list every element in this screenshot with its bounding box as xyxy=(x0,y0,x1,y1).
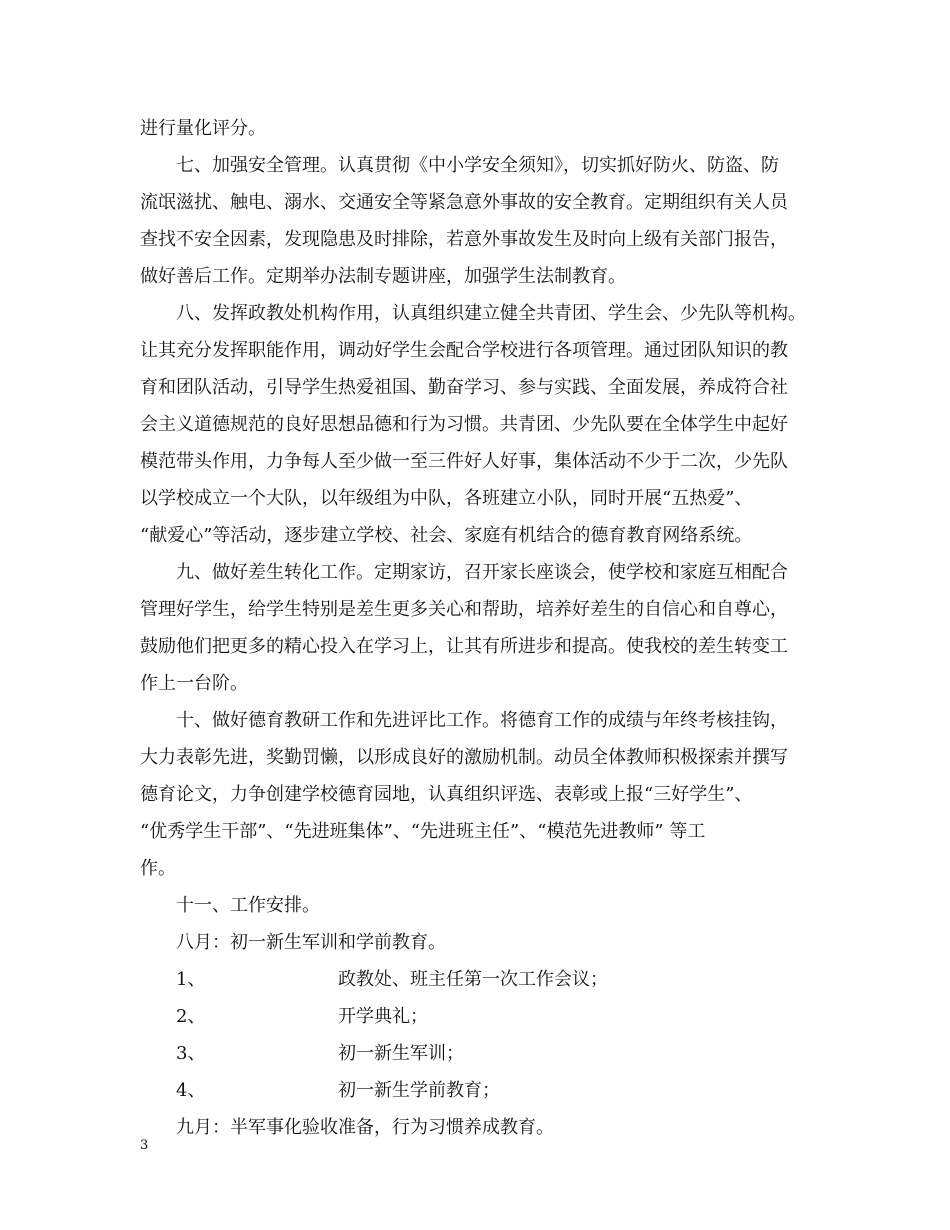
text-line: 流氓滋扰、触电、溺水、交通安全等紧急意外事故的安全教育。定期组织有关人员 xyxy=(140,192,788,213)
text-line: 进行量化评分。 xyxy=(140,118,266,139)
text-line: 作。 xyxy=(140,858,176,879)
text-line: 让其充分发挥职能作用，调动好学生会配合学校进行各项管理。通过团队知识的教 xyxy=(140,340,788,361)
list-item-number: 3、 xyxy=(176,1043,206,1064)
text-line: “优秀学生干部”、“先进班集体”、“先进班主任”、“模范先进教师” 等工 xyxy=(140,821,706,842)
text-line: 做好善后工作。定期举办法制专题讲座，加强学生法制教育。 xyxy=(140,266,626,287)
text-line: 查找不安全因素，发现隐患及时排除，若意外事故发生及时向上级有关部门报告， xyxy=(140,229,788,250)
text-line: 德育论文，力争创建学校德育园地，认真组织评选、表彰或上报“三好学生”、 xyxy=(140,784,753,805)
list-item-text: 初一新生学前教育； xyxy=(338,1080,500,1101)
text-line: 模范带头作用，力争每人至少做一至三件好人好事，集体活动不少于二次，少先队 xyxy=(140,451,788,472)
section-heading-8: 八、发挥政教处机构作用，认真组织建立健全共青团、学生会、少先队等机构。 xyxy=(176,303,806,324)
section-heading-10: 十、做好德育教研工作和先进评比工作。将德育工作的成绩与年终考核挂钩， xyxy=(176,710,788,731)
text-line: 会主义道德规范的良好思想品德和行为习惯。共青团、少先队要在全体学生中起好 xyxy=(140,414,788,435)
text-line: 大力表彰先进，奖勤罚懒，以形成良好的激励机制。动员全体教师积极探索并撰写 xyxy=(140,747,788,768)
text-line: 以学校成立一个大队，以年级组为中队，各班建立小队，同时开展“五热爱”、 xyxy=(140,488,753,509)
list-item-text: 政教处、班主任第一次工作会议； xyxy=(338,969,608,990)
list-item-number: 2、 xyxy=(176,1006,206,1027)
page-number: 3 xyxy=(140,1138,149,1153)
section-heading-9: 九、做好差生转化工作。定期家访，召开家长座谈会，使学校和家庭互相配合 xyxy=(176,562,788,583)
section-heading-11: 十一、工作安排。 xyxy=(176,895,320,916)
text-line: 作上一台阶。 xyxy=(140,673,248,694)
text-line: “献爱心”等活动，逐步建立学校、社会、家庭有机结合的德育教育网络系统。 xyxy=(140,525,753,546)
list-item-number: 4、 xyxy=(176,1080,206,1101)
list-item-number: 1、 xyxy=(176,969,206,990)
text-line: 管理好学生，给学生特别是差生更多关心和帮助，培养好差生的自信心和自尊心， xyxy=(140,599,788,620)
month-plan-september: 九月：半军事化验收准备，行为习惯养成教育。 xyxy=(176,1117,554,1138)
list-item-text: 开学典礼； xyxy=(338,1006,428,1027)
text-line: 育和团队活动，引导学生热爱祖国、勤奋学习、参与实践、全面发展，养成符合社 xyxy=(140,377,788,398)
text-line: 鼓励他们把更多的精心投入在学习上，让其有所进步和提高。使我校的差生转变工 xyxy=(140,636,788,657)
section-heading-7: 七、加强安全管理。认真贯彻《中小学安全须知》，切实抓好防火、防盗、防 xyxy=(176,155,779,176)
list-item-text: 初一新生军训； xyxy=(338,1043,464,1064)
month-plan-august: 八月：初一新生军训和学前教育。 xyxy=(176,932,446,953)
